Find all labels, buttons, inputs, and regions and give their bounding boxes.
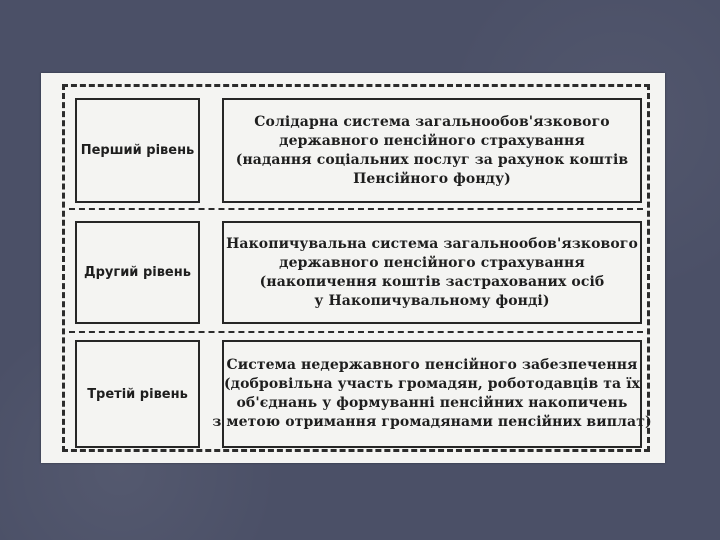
- description-line: Система недержавного пенсійного забезпечення: [226, 357, 638, 373]
- level-3-description: [212, 340, 652, 448]
- level-row-1: [65, 98, 647, 203]
- row-divider: [69, 208, 643, 210]
- description-line: державного пенсійного страхування: [279, 132, 585, 149]
- dashed-outer-frame: [62, 84, 650, 452]
- description-line: (добровільна участь громадян, роботодавців та їх: [223, 376, 641, 392]
- level-3-label: Третій рівень: [75, 340, 200, 448]
- level-2-description: [222, 221, 642, 324]
- row-divider: [69, 331, 643, 333]
- level-2-label: Другий рівень: [75, 221, 200, 324]
- level-row-2: [65, 221, 647, 324]
- description-line: (надання соціальних послуг за рахунок коштів: [235, 151, 629, 168]
- description-line: державного пенсійного страхування: [279, 254, 585, 271]
- description-line: Пенсійного фонду): [353, 170, 511, 187]
- description-line: у Накопичувальному фонді): [314, 292, 550, 309]
- description-line: з метою отримання громадянами пенсійних виплат): [212, 414, 652, 430]
- diagram-image: [41, 73, 665, 463]
- description-line: об'єднань у формуванні пенсійних накопичень: [236, 395, 628, 411]
- level-row-3: [65, 340, 652, 448]
- description-line: Солідарна система загальнообов'язкового: [254, 113, 610, 130]
- level-1-label: Перший рівень: [75, 98, 200, 203]
- description-line: (накопичення коштів застрахованих осіб: [259, 273, 605, 290]
- level-1-description: [222, 98, 642, 203]
- description-line: Накопичувальна система загальнообов'язкового: [226, 235, 638, 252]
